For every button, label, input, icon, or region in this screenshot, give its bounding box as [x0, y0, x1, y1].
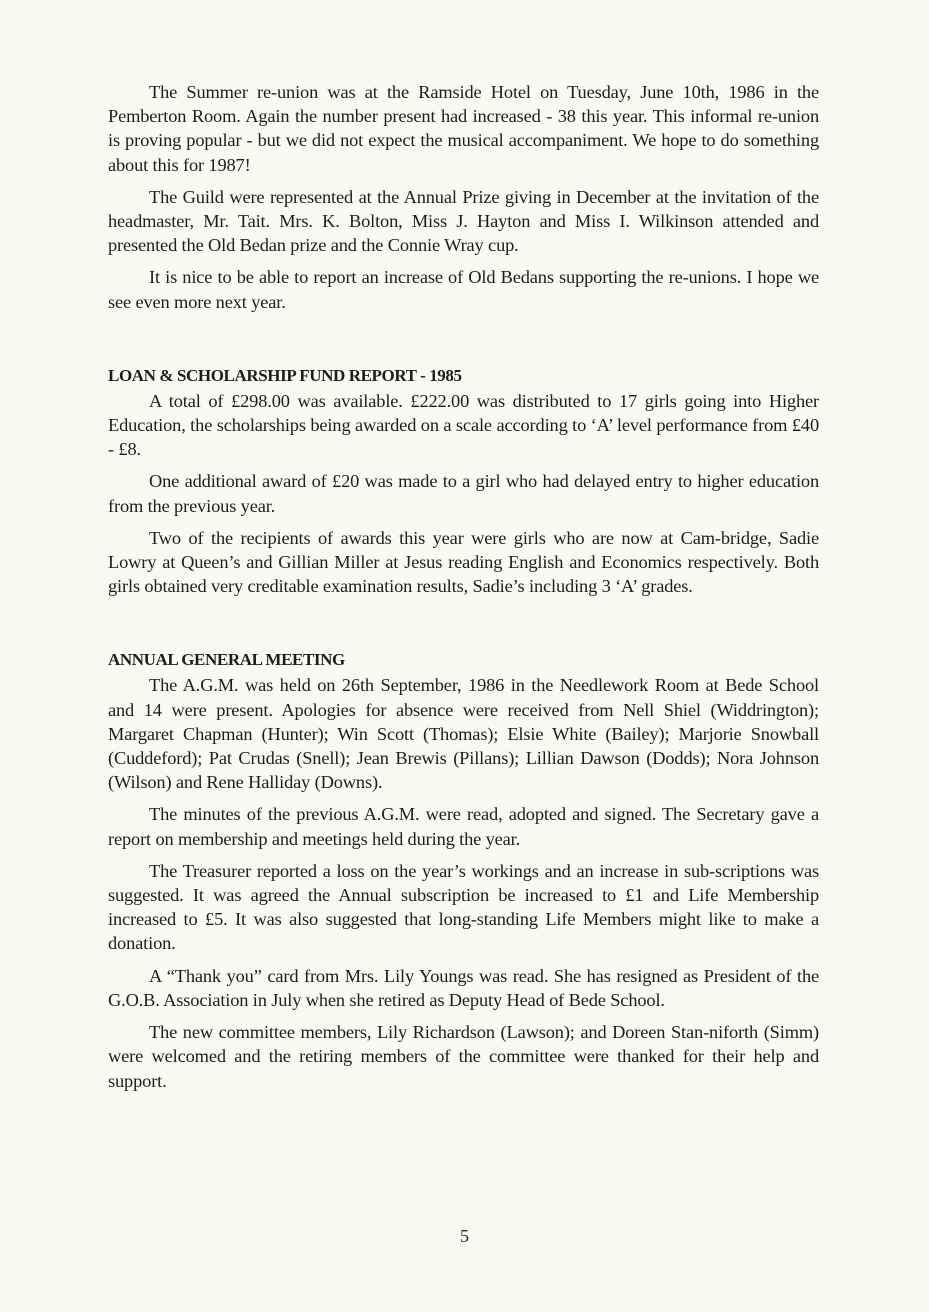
section-heading: LOAN & SCHOLARSHIP FUND REPORT - 1985: [108, 365, 462, 385]
paragraph-thank-you-card: A “Thank you” card from Mrs. Lily Youngs was read. She has resigned as President of the G.O.B. Association in July when she retired as Deputy Head of Bede School.: [108, 965, 819, 1010]
section-loan-scholarship: [108, 365, 819, 599]
paragraph-new-committee: The new committee members, Lily Richardson (Lawson); and Doreen Stan-niforth (Simm) were welcomed and the retiring members of the committee were thanked for their help and support.: [108, 1022, 819, 1091]
section-agm: [108, 649, 819, 1092]
paragraph-reunion-support: It is nice to be able to report an increase of Old Bedans supporting the re-unions. I hope we see even more next year.: [108, 267, 819, 312]
paragraph-minutes: The minutes of the previous A.G.M. were read, adopted and signed. The Secretary gave a report on membership and meetings held during the year.: [108, 804, 819, 849]
paragraph-summer-reunion: The Summer re-union was at the Ramside Hotel on Tuesday, June 10th, 1986 in the Pemberton Room. Again the number present had increased - 38 this year. This informal re-union is proving popular - but we did not expect the musical accompaniment. We hope to do something about this for 1987!: [108, 82, 819, 175]
section-spacer: [108, 606, 819, 649]
page-number: 5: [460, 1226, 469, 1246]
intro-section: [108, 80, 819, 314]
paragraph-additional-award: One additional award of £20 was made to a girl who had delayed entry to higher education from the previous year.: [108, 471, 819, 516]
paragraph-prize-giving: The Guild were represented at the Annual Prize giving in December at the invitation of the headmaster, Mr. Tait. Mrs. K. Bolton, Miss J. Hayton and Miss I. Wilkinson attended and presented the Old Bedan prize and the Connie Wray cup.: [108, 186, 819, 256]
section-heading: ANNUAL GENERAL MEETING: [108, 650, 345, 670]
paragraph-recipients: Two of the recipients of awards this year were girls who are now at Cam-bridge, Sadie Lowry at Queen’s and Gillian Miller at Jesus reading English and Economics respectively. Both girls obtained very creditable examination results, Sadie’s including 3 ‘A’ grades.: [108, 527, 819, 597]
document-page: [108, 80, 819, 1101]
paragraph-agm-attendance: The A.G.M. was held on 26th September, 1986 in the Needlework Room at Bede School and 14 were present. Apologies for absence were received from Nell Shiel (Widdrington); Margaret Chapman (Hunter); Win Scott (Thomas); Elsie White (Bailey); Marjorie Snowball (Cuddeford); Pat Crudas (Snell); Jean Brewis (Pillans); Lillian Dawson (Dodds); Nora Johnson (Wilson) and Rene Halliday (Downs).: [108, 675, 819, 793]
paragraph-fund-total: A total of £298.00 was available. £222.00 was distributed to 17 girls going into Higher Education, the scholarships being awarded on a scale according to ‘A’ level performance from £40 - £8.: [108, 390, 819, 460]
section-spacer: [108, 322, 819, 365]
paragraph-treasurer: The Treasurer reported a loss on the year’s workings and an increase in sub-scriptions was suggested. It was agreed the Annual subscription be increased to £1 and Life Membership increased to £5. It was also suggested that long-standing Life Members might like to make a donation.: [108, 860, 819, 954]
